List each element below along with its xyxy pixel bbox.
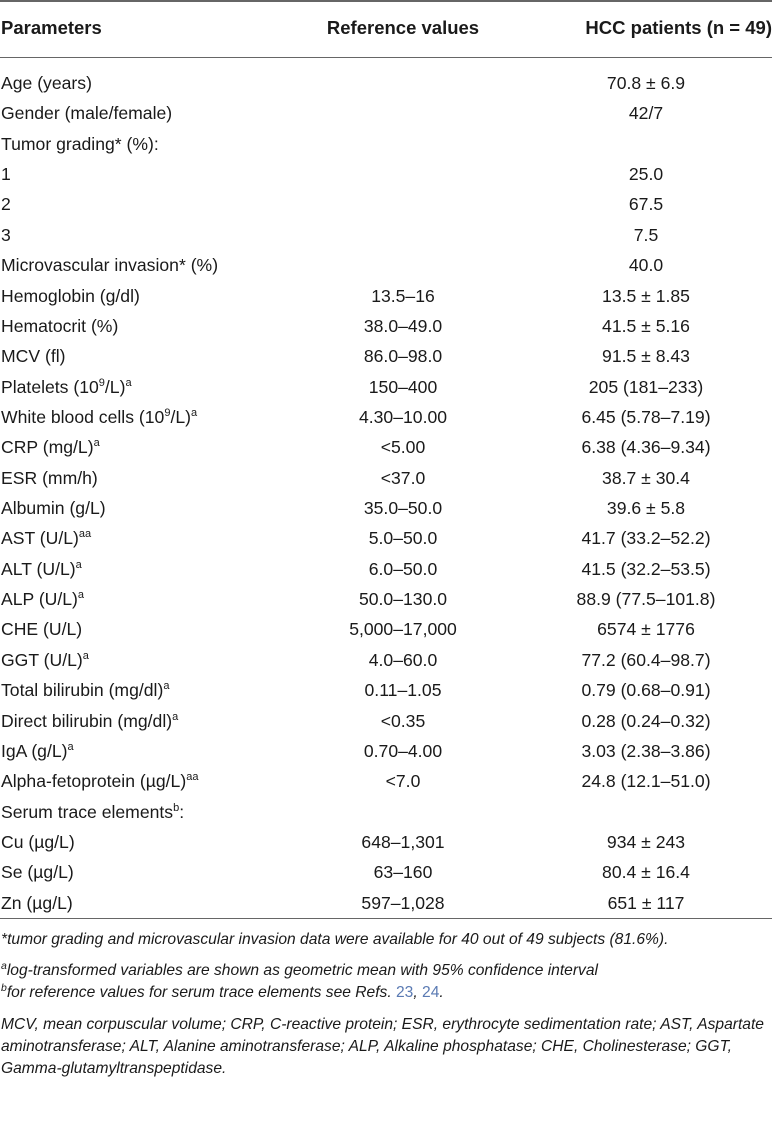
table-row [0, 402, 772, 432]
cell-parameter [1, 220, 11, 250]
reference-link-23[interactable]: 23 [396, 984, 414, 1002]
cell-parameter [1, 281, 140, 311]
table-row [0, 614, 772, 644]
table-row [0, 888, 772, 918]
parameter-label: ALP (U/L) [1, 589, 78, 610]
parameter-label: Age (years) [1, 73, 92, 93]
footnote-mark: a [82, 649, 89, 662]
cell-patient-value: 13.5 ± 1.85 [602, 285, 690, 306]
cell-reference-value: 35.0–50.0 [363, 498, 443, 519]
cell-parameter [1, 766, 198, 796]
cell-patient-value: 38.7 ± 30.4 [602, 467, 690, 488]
top-rule [0, 0, 772, 2]
header-rule [0, 57, 772, 58]
cell-reference-value: 86.0–98.0 [363, 346, 443, 367]
footnote-a-mark: a [1, 960, 7, 973]
cell-reference-value: 13.5–16 [371, 285, 435, 306]
parameter-label: 3 [1, 224, 11, 245]
footnote-mark: a [67, 740, 74, 753]
cell-parameter [1, 159, 11, 189]
cell-reference-value: 50.0–130.0 [358, 589, 448, 610]
cell-parameter [1, 493, 106, 523]
cell-patient-value: 41.7 (33.2–52.2) [581, 528, 711, 549]
cell-parameter [1, 372, 132, 402]
cell-patient-value: 934 ± 243 [606, 831, 686, 852]
table-footnotes [1, 929, 771, 1080]
cell-reference-value: 5,000–17,000 [349, 619, 457, 640]
table-row [0, 159, 772, 189]
footnote-a [1, 960, 771, 982]
footnote-mark: aa [78, 528, 92, 541]
cell-parameter [1, 432, 100, 462]
cell-patient-value: 0.28 (0.24–0.32) [581, 710, 711, 731]
cell-patient-value: 0.79 (0.68–0.91) [581, 680, 711, 701]
table-header [0, 11, 772, 45]
header-reference-values: Reference values [326, 17, 480, 38]
table-row [0, 220, 772, 250]
footnote-mark: b [173, 801, 180, 814]
table-row [0, 281, 772, 311]
table-row [0, 827, 772, 857]
cell-parameter [1, 888, 73, 918]
parameter-exponent: 9 [98, 376, 105, 389]
reference-link-24[interactable]: 24 [422, 984, 440, 1002]
parameter-label: Hemoglobin (g/dl) [1, 285, 140, 306]
parameter-label: CRP (mg/L) [1, 437, 94, 458]
table-row [0, 736, 772, 766]
cell-patient-value: 651 ± 117 [607, 892, 685, 913]
table-row [0, 463, 772, 493]
header-hcc-patients: HCC patients (n = 49) [585, 17, 772, 38]
table-row [0, 584, 772, 614]
footnote-mark: a [172, 710, 179, 723]
cell-reference-value: <5.00 [380, 437, 426, 458]
parameter-label: ESR (mm/h) [1, 467, 98, 488]
cell-parameter [1, 645, 89, 675]
cell-parameter [1, 250, 218, 280]
parameter-label: 1 [1, 164, 11, 185]
footnote-mark: aa [186, 771, 199, 784]
cell-patient-value: 6574 ± 1776 [597, 619, 695, 640]
footnote-mark: a [163, 680, 170, 693]
table-row [0, 554, 772, 584]
reference-separator: , [413, 984, 423, 1002]
table-row [0, 311, 772, 341]
parameter-label: GGT (U/L) [1, 649, 83, 670]
cell-reference-value: 4.0–60.0 [368, 649, 438, 670]
cell-patient-value: 40.0 [628, 255, 664, 276]
parameter-label: Se (µg/L) [1, 862, 74, 883]
parameter-label: ALT (U/L) [1, 558, 76, 579]
reference-end: . [439, 984, 444, 1002]
cell-patient-value: 7.5 [633, 224, 659, 245]
cell-reference-value: <7.0 [385, 771, 421, 792]
parameter-label: Alpha-fetoprotein (µg/L) [1, 771, 187, 792]
table-body [0, 68, 772, 918]
parameter-label: Hematocrit (%) [1, 315, 119, 336]
cell-parameter [1, 857, 74, 887]
cell-parameter [1, 614, 82, 644]
cell-parameter [1, 554, 82, 584]
cell-patient-value: 24.8 (12.1–51.0) [581, 771, 711, 792]
table-row [0, 766, 772, 796]
cell-parameter [1, 523, 91, 553]
footnote-abbreviations: MCV, mean corpuscular volume; CRP, C-reactive protein; ESR, erythrocyte sedimentation rate; AST, Aspartate aminotransferase; ALT, Alanine aminotransferase; ALP, Alkaline phosphatase; CHE, Cholinesterase; GGT, Gamma-glutamyltranspeptidase. [1, 1015, 764, 1078]
cell-reference-value: 0.11–1.05 [364, 680, 442, 701]
cell-parameter [1, 736, 74, 766]
cell-parameter [1, 68, 92, 98]
parameter-label: AST (U/L) [1, 528, 79, 549]
parameter-label: Albumin (g/L) [1, 498, 106, 519]
cell-parameter [1, 463, 98, 493]
cell-patient-value: 25.0 [628, 164, 664, 185]
cell-parameter [1, 189, 11, 219]
cell-reference-value: <37.0 [380, 467, 426, 488]
parameter-label: IgA (g/L) [1, 740, 68, 761]
parameter-label: Serum trace elements [1, 801, 174, 822]
cell-parameter [1, 311, 118, 341]
parameter-label: Microvascular invasion* (%) [1, 255, 219, 276]
table-row [0, 341, 772, 371]
table-row [0, 98, 772, 128]
cell-patient-value: 3.03 (2.38–3.86) [581, 740, 711, 761]
cell-reference-value: 597–1,028 [361, 892, 445, 913]
parameter-label: Gender (male/female) [1, 103, 173, 124]
footnote-mark: a [77, 589, 85, 602]
cell-reference-value: 5.0–50.0 [368, 528, 438, 549]
table-row [0, 372, 772, 402]
footnote-b-text: for reference values for serum trace elements see Refs. [6, 984, 392, 1002]
parameter-label: Direct bilirubin (mg/dl) [1, 710, 173, 731]
table-row [0, 523, 772, 553]
footnote-b [1, 982, 771, 1004]
footnote-mark: a [190, 406, 198, 419]
cell-patient-value: 41.5 (32.2–53.5) [581, 558, 711, 579]
cell-reference-value: 4.30–10.00 [358, 406, 448, 427]
header-parameters: Parameters [1, 17, 102, 38]
parameter-label: 2 [1, 194, 11, 215]
cell-reference-value: 648–1,301 [361, 831, 445, 852]
table-row [0, 857, 772, 887]
bottom-rule [0, 918, 772, 919]
cell-patient-value: 88.9 (77.5–101.8) [576, 589, 716, 610]
parameter-unit: /L) [104, 376, 126, 397]
table-row [0, 706, 772, 736]
footnote-mark: a [125, 376, 132, 389]
cell-reference-value: 0.70–4.00 [363, 740, 443, 761]
parameter-label: Tumor grading* (%): [1, 133, 159, 154]
table-row [0, 797, 772, 827]
cell-patient-value: 6.38 (4.36–9.34) [581, 437, 711, 458]
cell-parameter [1, 675, 169, 705]
cell-reference-value: 6.0–50.0 [368, 558, 438, 579]
cell-parameter [1, 706, 178, 736]
parameter-label: MCV (fl) [1, 346, 66, 367]
table-row [0, 645, 772, 675]
cell-patient-value: 80.4 ± 16.4 [602, 862, 690, 883]
parameter-label: Platelets (10 [1, 376, 99, 397]
footnote-a-text: log-transformed variables are shown as geometric mean with 95% confidence interval [6, 962, 598, 980]
cell-parameter [1, 98, 172, 128]
cell-patient-value: 205 (181–233) [588, 376, 704, 397]
cell-patient-value: 67.5 [628, 194, 664, 215]
parameter-label: White blood cells (10 [1, 406, 165, 427]
table-row [0, 250, 772, 280]
cell-patient-value: 42/7 [628, 103, 664, 124]
cell-parameter [1, 584, 84, 614]
cell-parameter [1, 129, 159, 159]
cell-patient-value: 41.5 ± 5.16 [602, 315, 690, 336]
table-row [0, 675, 772, 705]
table-row [0, 189, 772, 219]
parameter-label: Cu (µg/L) [1, 831, 75, 852]
cell-parameter [1, 341, 66, 371]
footnote-mark: a [75, 558, 82, 571]
parameter-suffix: : [179, 801, 185, 822]
cell-reference-value: 63–160 [373, 862, 433, 883]
parameter-unit: /L) [170, 406, 191, 427]
parameter-label: Total bilirubin (mg/dl) [1, 680, 164, 701]
table-row [0, 432, 772, 462]
cell-parameter [1, 797, 184, 827]
cell-reference-value: <0.35 [380, 710, 426, 731]
footnote-mark: a [93, 437, 100, 450]
footnote-b-mark: b [1, 982, 7, 995]
parameter-exponent: 9 [164, 406, 171, 419]
table-row [0, 68, 772, 98]
cell-patient-value: 70.8 ± 6.9 [606, 73, 686, 93]
table-row [0, 493, 772, 523]
footnote-asterisk: *tumor grading and microvascular invasion data were available for 40 out of 49 subjects (81.6%). [1, 931, 669, 948]
table-row [0, 129, 772, 159]
cell-parameter [1, 827, 75, 857]
cell-reference-value: 38.0–49.0 [363, 315, 443, 336]
cell-parameter [1, 402, 197, 432]
cell-patient-value: 91.5 ± 8.43 [602, 346, 690, 367]
cell-reference-value: 150–400 [368, 376, 438, 397]
cell-patient-value: 6.45 (5.78–7.19) [581, 406, 711, 427]
cell-patient-value: 77.2 (60.4–98.7) [581, 649, 711, 670]
parameter-label: Zn (µg/L) [1, 892, 73, 913]
parameter-label: CHE (U/L) [1, 619, 83, 640]
cell-patient-value: 39.6 ± 5.8 [606, 498, 686, 519]
